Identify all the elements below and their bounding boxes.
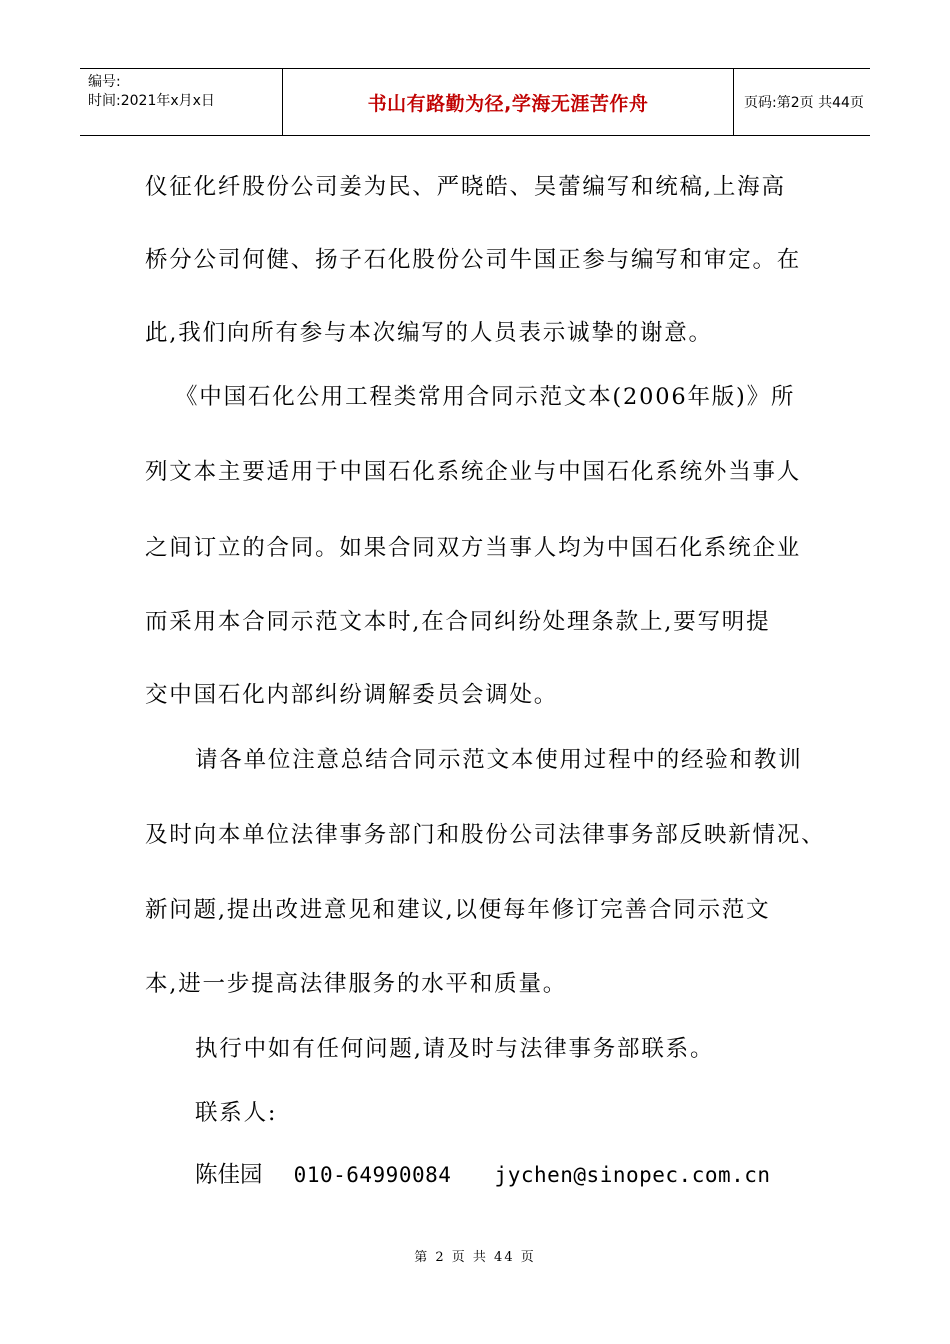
body-line-7: 而采用本合同示范文本时,在合同纠纷处理条款上,要写明提 (145, 609, 771, 635)
body-line-11: 新问题,提出改进意见和建议,以便每年修订完善合同示范文 (145, 897, 771, 923)
document-number-label: 编号: (88, 74, 121, 90)
header-page-cell (734, 69, 870, 135)
page-header (80, 68, 870, 136)
contact-line (195, 1160, 771, 1190)
contact-phone: 010-64990084 (293, 1163, 452, 1187)
page-footer: 第 2 页 共 44 页 (414, 1250, 536, 1265)
body-line-1: 仪征化纤股份公司姜为民、严晓皓、吴蕾编写和统稿,上海高 (145, 174, 786, 200)
body-line-3: 此,我们向所有参与本次编写的人员表示诚挚的谢意。 (145, 320, 713, 346)
header-page-info: 页码:第2页 共44页 (744, 95, 864, 111)
body-line-9: 请各单位注意总结合同示范文本使用过程中的经验和教训 (195, 747, 803, 773)
header-motto-cell (282, 69, 734, 135)
document-date-label: 时间:2021年x月x日 (88, 93, 215, 109)
contact-name: 陈佳园 (195, 1162, 263, 1188)
body-line-8: 交中国石化内部纠纷调解委员会调处。 (145, 682, 559, 708)
body-line-4: 《中国石化公用工程类常用合同示范文本(2006年版)》所 (175, 384, 796, 410)
contact-email: jychen@sinopec.com.cn (494, 1163, 771, 1187)
body-line-13: 执行中如有任何问题,请及时与法律事务部联系。 (195, 1036, 715, 1062)
body-line-12: 本,进一步提高法律服务的水平和质量。 (145, 971, 568, 997)
body-line-2: 桥分公司何健、扬子石化股份公司牛国正参与编写和审定。在 (145, 247, 802, 273)
header-motto: 书山有路勤为径,学海无涯苦作舟 (367, 92, 649, 115)
body-line-14: 联系人: (195, 1100, 278, 1126)
body-line-5: 列文本主要适用于中国石化系统企业与中国石化系统外当事人 (145, 459, 802, 485)
body-line-6: 之间订立的合同。如果合同双方当事人均为中国石化系统企业 (145, 535, 802, 561)
header-meta-cell (80, 69, 282, 135)
body-line-10: 及时向本单位法律事务部门和股份公司法律事务部反映新情况、 (145, 822, 826, 848)
